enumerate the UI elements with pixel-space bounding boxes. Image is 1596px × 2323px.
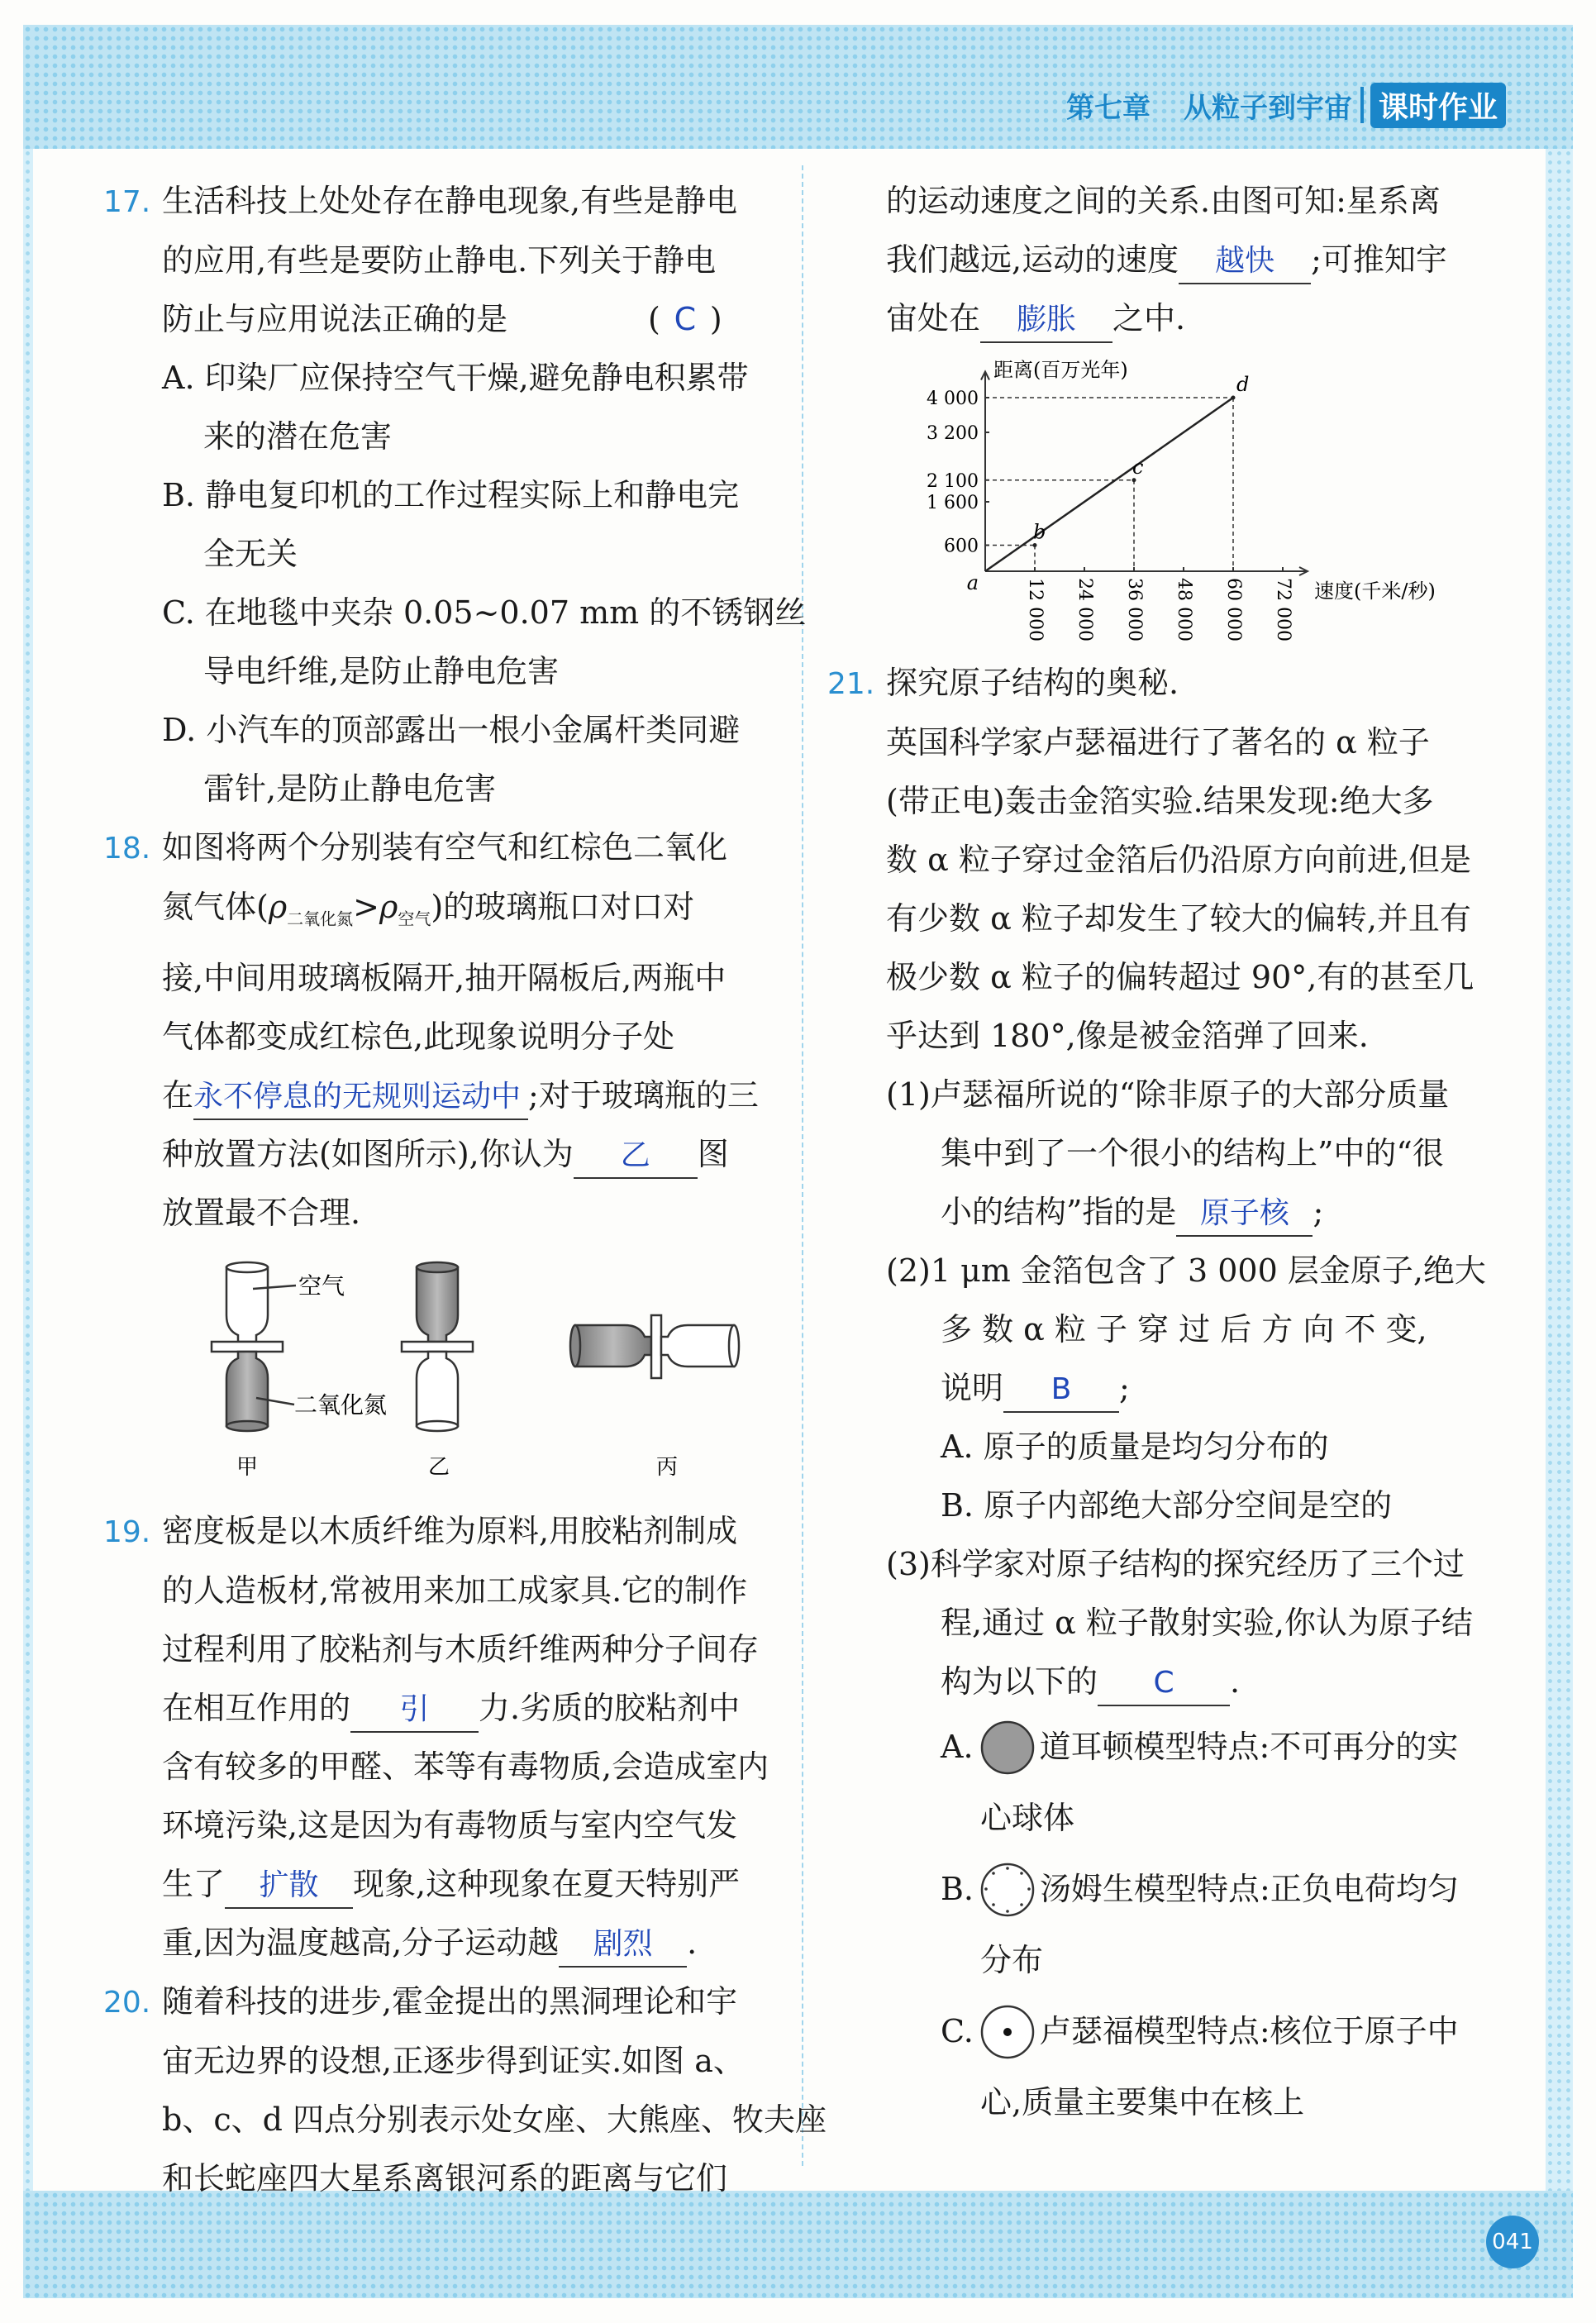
option-c-cont: 导电纤维,是防止静电危害 — [203, 653, 560, 689]
label-bing: 丙 — [656, 1454, 679, 1480]
q21-text: 数 α 粒子穿过金箔后仍沿原方向前进,但是 — [886, 842, 1471, 878]
question-21 — [827, 654, 1514, 2138]
rho-subscript: 空气 — [398, 909, 431, 929]
option-d: D. 小汽车的顶部露出一根小金属杆类同避 — [162, 712, 741, 748]
left-column — [103, 172, 827, 2208]
x-tick-label: 36 000 — [1124, 578, 1145, 642]
model-c-text: 心,质量主要集中在核上 — [980, 2084, 1305, 2120]
bottle-setup-yi — [402, 1262, 473, 1431]
q21-sub2: 说明 — [941, 1370, 1004, 1406]
q17-line: 生活科技上处处存在静电现象,有些是静电 — [162, 183, 738, 219]
thomson-model-icon — [979, 1861, 1036, 1919]
q21-text: 乎达到 180°,像是被金箔弹了回来. — [886, 1018, 1369, 1054]
q20-line: 的运动速度之间的关系.由图可知:星系离 — [886, 183, 1441, 219]
q19-line: 现象,这种现象在夏天特别严 — [353, 1865, 741, 1902]
q21-answer-2: B — [1003, 1368, 1119, 1413]
y-tick-label: 1 600 — [927, 493, 979, 513]
right-column — [827, 172, 1514, 2138]
q18-line: 气体都变成红棕色,此现象说明分子处 — [162, 1018, 675, 1055]
q21-option-b: B. 原子内部绝大部分空间是空的 — [941, 1487, 1393, 1524]
q19-line: 的人造板材,常被用来加工成家具.它的制作 — [162, 1572, 748, 1609]
y-tick-label: 600 — [944, 536, 979, 557]
q21-sub1: 集中到了一个很小的结构上”中的“很 — [941, 1135, 1444, 1171]
q21-sub3: 程,通过 α 粒子散射实验,你认为原子结 — [941, 1605, 1473, 1641]
page-number: 041 — [1486, 2216, 1539, 2268]
gt-sign: > — [353, 889, 380, 925]
point-label-c: c — [1132, 455, 1144, 479]
q19-line: 在相互作用的 — [162, 1689, 351, 1726]
q21-text: 有少数 α 粒子却发生了较大的偏转,并且有 — [886, 900, 1471, 937]
model-b-text: 汤姆生模型特点:正负电荷均匀 — [1040, 1871, 1459, 1907]
question-19 — [103, 1502, 785, 1972]
question-17 — [103, 172, 807, 818]
q21-sub2: 多 数 α 粒 子 穿 过 后 方 向 不 变, — [941, 1311, 1427, 1348]
q21-sub2: (2)1 μm 金箔包含了 3 000 层金原子,绝大 — [886, 1252, 1486, 1289]
q20-line: 之中. — [1112, 300, 1186, 336]
label-yi: 乙 — [428, 1454, 450, 1480]
x-tick-label: 60 000 — [1223, 578, 1244, 642]
q19-line: 重,因为温度越高,分子运动越 — [162, 1924, 560, 1961]
model-c-label: C. — [941, 2013, 974, 2049]
question-number: 18. — [103, 832, 151, 866]
q19-line: 含有较多的甲醛、苯等有毒物质,会造成室内 — [162, 1748, 769, 1785]
option-c: C. 在地毯中夹杂 0.05~0.07 mm 的不锈钢丝 — [162, 594, 807, 631]
paren-open: ( — [648, 301, 660, 337]
q21-answer-1: 原子核 — [1176, 1192, 1313, 1237]
q20-line: 和长蛇座四大星系离银河系的距离与它们 — [162, 2159, 728, 2197]
topic-label: 从粒子到宇宙 — [1184, 91, 1352, 125]
q19-line: 密度板是以木质纤维为原料,用胶粘剂制成 — [162, 1512, 738, 1549]
q19-line: 环境污染,这是因为有毒物质与室内空气发 — [162, 1806, 738, 1844]
page-header — [1066, 76, 1506, 134]
q18-line: 在 — [162, 1076, 194, 1114]
point-label-b: b — [1033, 520, 1046, 544]
q17-line: 防止与应用说法正确的是 — [162, 301, 508, 337]
q18-line: 图 — [697, 1135, 729, 1172]
q18-answer-2: 乙 — [574, 1134, 698, 1179]
q18-answer-1: 永不停息的无规则运动中 — [193, 1076, 528, 1120]
chapter-label: 第七章 — [1066, 91, 1151, 125]
q20-line: b、c、d 四点分别表示处女座、大熊座、牧夫座 — [162, 2101, 827, 2138]
option-a-cont: 来的潜在危害 — [203, 418, 393, 455]
option-b-cont: 全无关 — [203, 536, 298, 572]
q21-text: 极少数 α 粒子的偏转超过 90°,有的甚至几 — [886, 959, 1475, 995]
paren-close: ) — [709, 301, 722, 337]
rho-symbol: ρ — [268, 889, 288, 925]
y-axis-label: 距离(百万光年) — [993, 358, 1128, 382]
q21-option-a: A. 原子的质量是均匀分布的 — [941, 1429, 1329, 1465]
bottle-figure — [195, 1249, 757, 1497]
question-number: 21. — [827, 667, 875, 701]
q19-line: 生了 — [162, 1865, 226, 1902]
q19-line: . — [687, 1924, 698, 1961]
question-number: 19. — [103, 1514, 151, 1549]
question-number: 17. — [103, 185, 151, 219]
y-tick-label: 2 100 — [927, 470, 979, 492]
q20-line: 宙处在 — [886, 300, 981, 336]
right-dot-edge — [1546, 149, 1573, 2191]
q20-line: ;可推知宇 — [1311, 241, 1447, 278]
left-dot-edge — [23, 149, 33, 2191]
option-d-cont: 雷针,是防止静电危害 — [203, 770, 497, 807]
question-20 — [103, 1972, 827, 2208]
q20-answer-2: 膨胀 — [980, 298, 1112, 343]
x-tick-label: 12 000 — [1025, 578, 1046, 642]
data-point-c — [1132, 478, 1136, 482]
q18-line: 如图将两个分别装有空气和红棕色二氧化 — [162, 829, 728, 866]
distance-speed-chart — [886, 356, 1481, 654]
question-number: 20. — [103, 1985, 151, 2020]
q20-line: 随着科技的进步,霍金提出的黑洞理论和宇 — [162, 1982, 738, 2020]
q17-line: 的应用,有些是要防止静电.下列关于静电 — [162, 242, 717, 279]
q21-sub3: 构为以下的 — [941, 1663, 1098, 1700]
q21-sub1: 小的结构”指的是 — [941, 1194, 1177, 1230]
q20-answer-1: 越快 — [1179, 240, 1311, 284]
data-point-d — [1232, 396, 1236, 400]
label-air: 空气 — [298, 1271, 345, 1300]
y-tick-label: 3 200 — [927, 423, 979, 444]
model-b-text: 分布 — [980, 1942, 1044, 1978]
q19-answer-3: 剧烈 — [559, 1923, 687, 1968]
x-axis-label: 速度(千米/秒) — [1314, 580, 1436, 603]
q20-line: 宙无边界的设想,正逐步得到证实.如图 a、 — [162, 2042, 745, 2079]
q21-sub2: ; — [1119, 1370, 1130, 1406]
q21-sub1: (1)卢瑟福所说的“除非原子的大部分质量 — [886, 1076, 1450, 1113]
q21-title: 探究原子结构的奥秘. — [886, 665, 1179, 701]
model-a-text: 心球体 — [980, 1800, 1075, 1836]
dalton-model-icon — [979, 1719, 1036, 1777]
q19-answer-1: 引 — [350, 1688, 479, 1733]
q18-line: 氮气体( — [162, 889, 269, 925]
q18-line: ;对于玻璃瓶的三 — [528, 1076, 759, 1114]
model-b-label: B. — [941, 1871, 974, 1907]
model-c-text: 卢瑟福模型特点:核位于原子中 — [1039, 2013, 1459, 2049]
q21-text: (带正电)轰击金箔实验.结果发现:绝大多 — [886, 783, 1434, 819]
data-point-b — [1033, 543, 1037, 547]
label-no2: 二氧化氮 — [294, 1390, 388, 1419]
option-b: B. 静电复印机的工作过程实际上和静电完 — [162, 477, 740, 513]
model-a-text: 道耳顿模型特点:不可再分的实 — [1039, 1729, 1459, 1765]
q19-answer-2: 扩散 — [225, 1864, 353, 1909]
rho-subscript: 二氧化氮 — [287, 909, 354, 929]
q21-sub3: . — [1230, 1663, 1241, 1700]
q17-answer: C — [674, 301, 697, 337]
data-line — [985, 398, 1233, 571]
q20-line: 我们越远,运动的速度 — [886, 241, 1179, 278]
q21-sub1: ; — [1313, 1194, 1324, 1230]
q18-line: 放置最不合理. — [162, 1194, 361, 1231]
rho-symbol: ρ — [379, 889, 398, 925]
q21-sub3: (3)科学家对原子结构的探究经历了三个过 — [886, 1546, 1465, 1582]
question-18 — [103, 818, 785, 1497]
q18-line: 种放置方法(如图所示),你认为 — [162, 1135, 574, 1172]
q19-line: 过程利用了胶粘剂与木质纤维两种分子间存 — [162, 1630, 760, 1667]
question-20-continued — [886, 172, 1514, 654]
bottle-setup-bing — [570, 1315, 739, 1378]
rutherford-model-icon — [979, 2003, 1036, 2061]
bottle-setup-jia — [212, 1262, 296, 1431]
brand-logo: 课时作业 — [1370, 83, 1506, 128]
q19-line: 力.劣质的胶粘剂中 — [479, 1689, 741, 1726]
y-tick-label: 4 000 — [927, 389, 979, 409]
x-tick-label: 48 000 — [1174, 578, 1194, 642]
point-label-d: d — [1236, 373, 1250, 396]
x-tick-label: 72 000 — [1273, 578, 1293, 642]
q21-answer-3: C — [1098, 1662, 1230, 1706]
q18-line: 接,中间用玻璃板隔开,抽开隔板后,两瓶中 — [162, 959, 727, 996]
point-label-a: a — [966, 571, 979, 594]
x-tick-label: 24 000 — [1074, 578, 1095, 642]
label-jia: 甲 — [236, 1454, 259, 1480]
model-a-label: A. — [941, 1729, 974, 1765]
q18-line: )的玻璃瓶口对口对 — [431, 889, 695, 925]
column-divider — [802, 165, 803, 2166]
option-a: A. 印染厂应保持空气干燥,避免静电积累带 — [162, 360, 749, 396]
q21-text: 英国科学家卢瑟福进行了著名的 α 粒子 — [886, 724, 1430, 761]
